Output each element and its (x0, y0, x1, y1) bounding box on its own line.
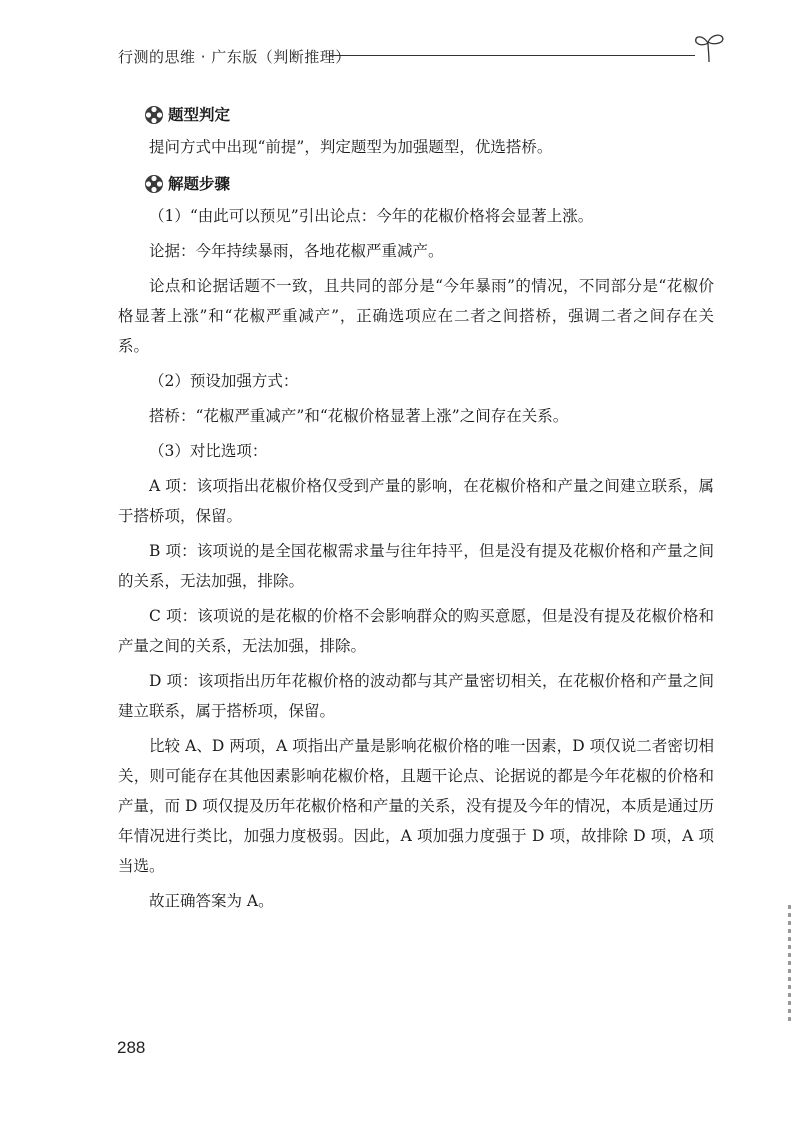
option-a-paragraph: A 项：该项指出花椒价格仅受到产量的影响，在花椒价格和产量之间建立联系，属于搭桥项，保留。 (118, 477, 714, 525)
header-title: 行测的思维 · 广东版（判断推理） (118, 48, 351, 66)
flower-icon (144, 105, 164, 125)
step-3-paragraph: （3）对比选项： (149, 442, 268, 460)
section-title-type: 题型判定 (168, 106, 231, 124)
type-paragraph: 提问方式中出现“前提”，判定题型为加强题型，优选搭桥。 (149, 138, 553, 156)
argument-paragraph: 论据：今年持续暴雨，各地花椒严重减产。 (149, 242, 444, 260)
section-title-steps: 解题步骤 (168, 175, 231, 193)
comparison-paragraph: 比较 A、D 两项，A 项指出产量是影响花椒价格的唯一因素，D 项仅说二者密切相关，则可能存在其他因素影响花椒价格，且题干论点、论据说的都是今年花椒的价格和产量，而 D 项仅提及历年花椒价格和产量的关系，没有提及今年的情况，本质是通过历年情况进行类比，加强力度极弱。因此，A 项加强力度强于 D 项，故排除 D 项，A 项当选。 (118, 737, 714, 875)
page-body (118, 98, 714, 921)
option-d-paragraph: D 项：该项指出历年花椒价格的波动都与其产量密切相关，在花椒价格和产量之间建立联系，属于搭桥项，保留。 (118, 672, 714, 720)
header-rule (330, 55, 695, 56)
page-edge-mark (788, 905, 791, 1025)
step-2-paragraph: （2）预设加强方式： (149, 372, 299, 390)
running-header (118, 40, 718, 72)
option-b-paragraph: B 项：该项说的是全国花椒需求量与往年持平，但是没有提及花椒价格和产量之间的关系，无法加强，排除。 (118, 542, 714, 590)
option-c-paragraph: C 项：该项说的是花椒的价格不会影响群众的购买意愿，但是没有提及花椒价格和产量之间的关系，无法加强，排除。 (118, 607, 714, 655)
step-1-paragraph: （1）“由此可以预见”引出论点：今年的花椒价格将会显著上涨。 (149, 207, 594, 225)
page-number: 288 (117, 1038, 146, 1057)
answer-paragraph: 故正确答案为 A。 (149, 892, 274, 910)
flower-icon (144, 174, 164, 194)
analysis-paragraph: 论点和论据话题不一致，且共同的部分是“今年暴雨”的情况，不同部分是“花椒价格显著上涨”和“花椒严重减产”，正确选项应在二者之间搭桥，强调二者之间存在关系。 (118, 277, 714, 355)
bridge-paragraph: 搭桥：“花椒严重减产”和“花椒价格显著上涨”之间存在关系。 (149, 407, 569, 425)
section-heading-type (144, 98, 714, 132)
sprout-icon (692, 30, 728, 64)
section-heading-steps (144, 167, 714, 201)
